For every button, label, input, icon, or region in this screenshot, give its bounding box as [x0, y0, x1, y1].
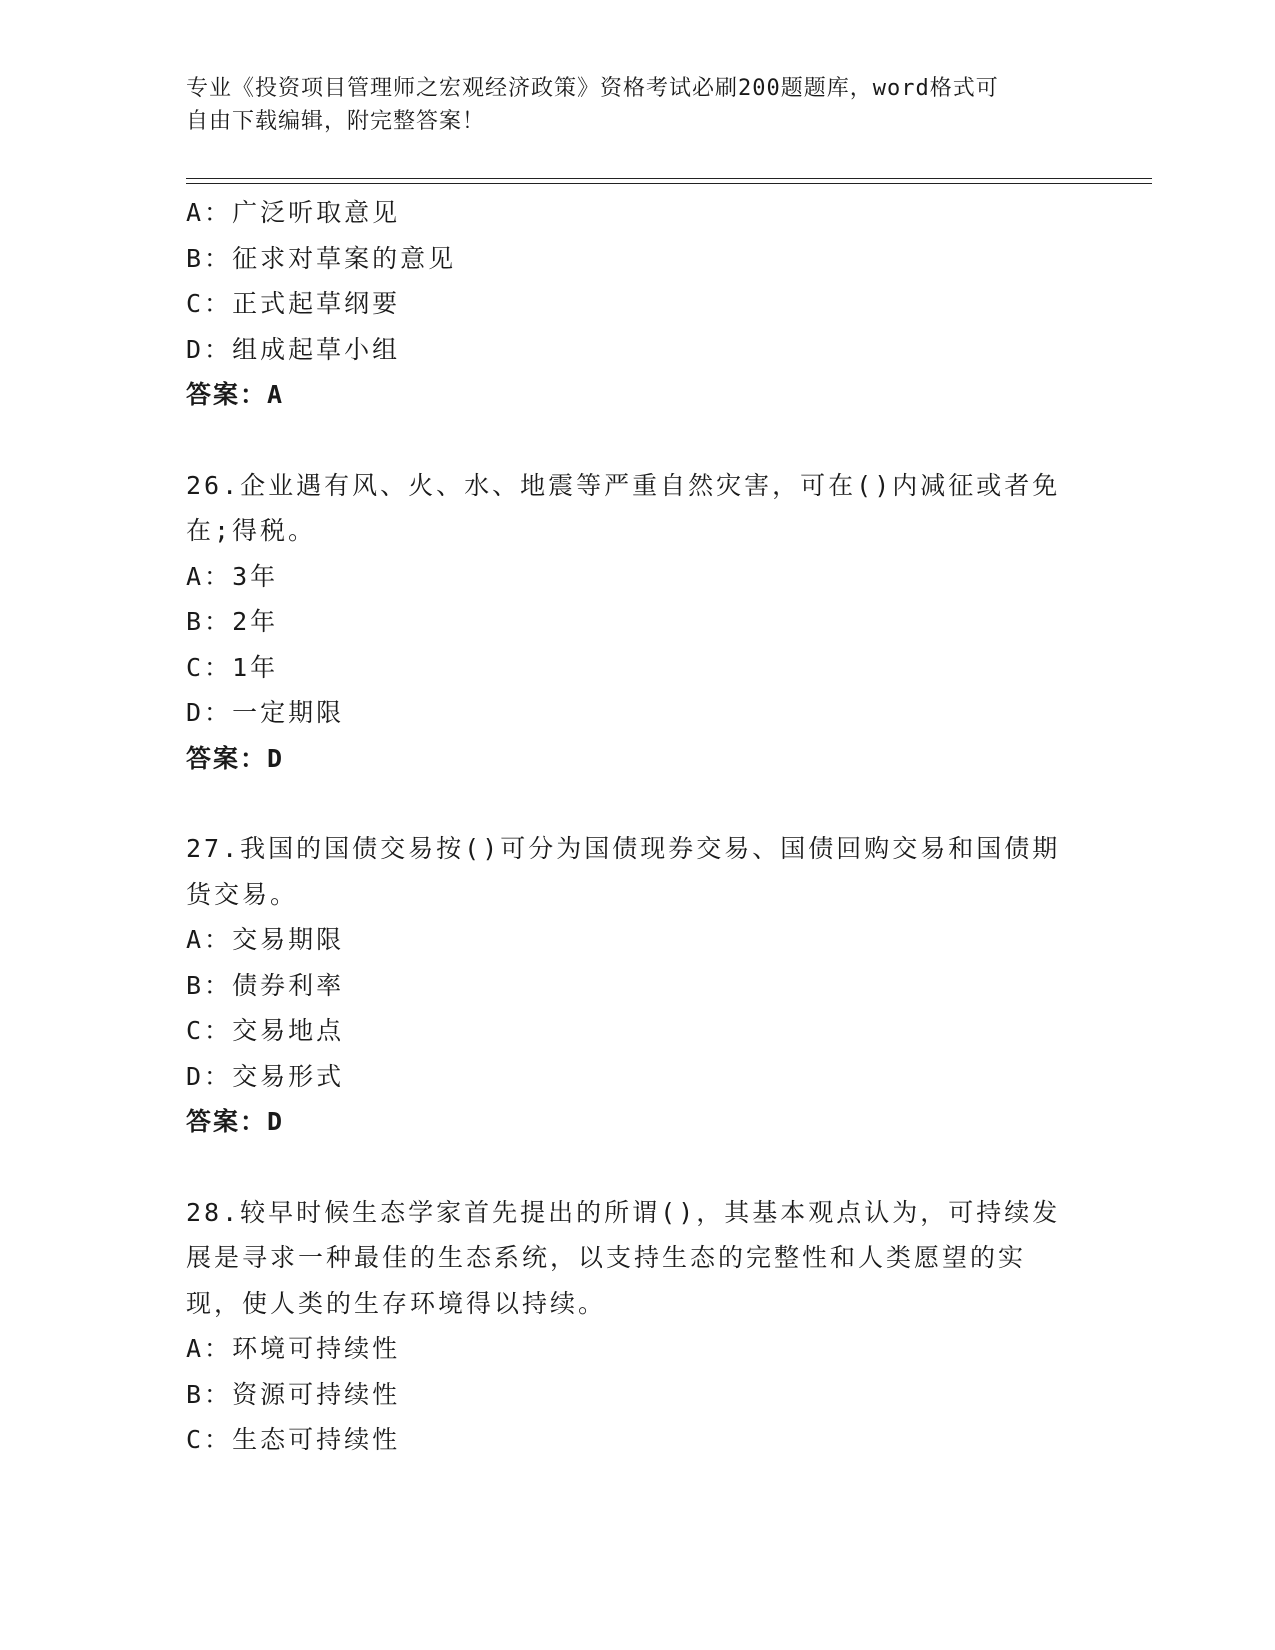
option-c: C：生态可持续性 — [186, 1425, 401, 1454]
option-c: C：正式起草纲要 — [186, 289, 401, 318]
question-stem: 28.较早时候生态学家首先提出的所谓()，其基本观点认为，可持续发 — [186, 1197, 1061, 1227]
question-stem: 展是寻求一种最佳的生态系统，以支持生态的完整性和人类愿望的实 — [186, 1243, 1027, 1272]
question-content — [186, 190, 1066, 1463]
question-stem: 货交易。 — [186, 879, 299, 909]
option-b: B：2年 — [186, 607, 279, 636]
answer-line: 答案：A — [186, 380, 285, 409]
spacer — [186, 418, 1066, 463]
question-stem: 26.企业遇有风、火、水、地震等严重自然灾害，可在()内减征或者免 — [186, 470, 1061, 500]
option-c: C：交易地点 — [186, 1016, 345, 1045]
option-b: B：债券利率 — [186, 970, 345, 1000]
spacer — [186, 781, 1066, 826]
question-stem: 在;得税。 — [186, 516, 317, 545]
question-25-block — [186, 190, 1066, 418]
question-26-block — [186, 463, 1066, 782]
question-stem: 27.我国的国债交易按()可分为国债现券交易、国债回购交易和国债期 — [186, 834, 1061, 863]
answer-line: 答案：D — [186, 1107, 285, 1136]
header-line-2: 自由下载编辑，附完整答案！ — [186, 109, 486, 134]
header-divider-bottom — [186, 183, 1152, 184]
option-d: D：组成起草小组 — [186, 334, 401, 364]
option-b: B：资源可持续性 — [186, 1379, 401, 1409]
document-header — [186, 72, 1066, 138]
option-a: A：3年 — [186, 561, 279, 591]
option-c: C：1年 — [186, 652, 279, 682]
option-b: B：征求对草案的意见 — [186, 243, 457, 273]
spacer — [186, 1145, 1066, 1190]
option-a: A：环境可持续性 — [186, 1334, 401, 1363]
option-a: A：交易期限 — [186, 925, 345, 954]
option-d: D：交易形式 — [186, 1061, 345, 1091]
question-28-block — [186, 1190, 1066, 1463]
question-27-block — [186, 826, 1066, 1145]
question-stem: 现，使人类的生存环境得以持续。 — [186, 1288, 607, 1318]
option-d: D：一定期限 — [186, 698, 345, 727]
option-a: A：广泛听取意见 — [186, 198, 401, 227]
header-line-1: 专业《投资项目管理师之宏观经济政策》资格考试必刷200题题库，word格式可 — [186, 76, 999, 101]
header-divider-top — [186, 178, 1152, 179]
answer-line: 答案：D — [186, 743, 285, 773]
